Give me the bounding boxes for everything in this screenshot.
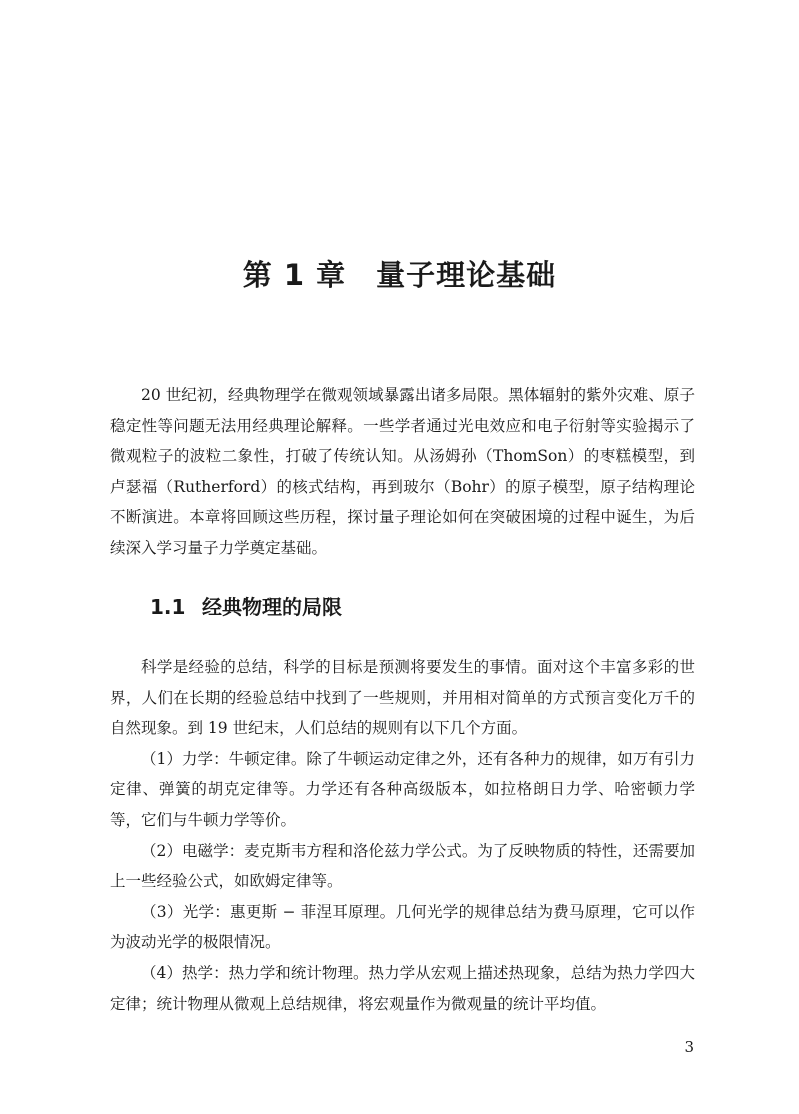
intro-paragraph: 20 世纪初，经典物理学在微观领域暴露出诸多局限。黑体辐射的紫外灾难、原子稳定性等问题无法用经典理论解释。一些学者通过光电效应和电子衍射等实验揭示了微观粒子的波粒二象性，打破了传统认知。从汤姆孙（ThomSon）的枣糕模型，到卢瑟福（Rutherford）的核式结构，再到玻尔（Bohr）的原子模型，原子结构理论不断演进。本章将回顾这些历程，探讨量子理论如何在突破困境的过程中诞生，为后续深入学习量子力学奠定基础。 [110,386,695,557]
section-body [110,652,695,1019]
section-title-text: 经典物理的局限 [202,595,342,619]
chapter-name: 量子理论基础 [376,258,557,292]
chapter-number: 第 1 章 [242,258,347,292]
section-heading [150,590,342,624]
body-paragraph: （2）电磁学：麦克斯韦方程和洛伦兹力学公式。为了反映物质的特性，还需要加上一些经验公式，如欧姆定律等。 [110,841,695,891]
page-number: 3 [684,1038,694,1056]
body-paragraph: 科学是经验的总结，科学的目标是预测将要发生的事情。面对这个丰富多彩的世界，人们在长期的经验总结中找到了一些规则，并用相对简单的方式预言变化万千的自然现象。到 19 世纪末，人们总结的规则有以下几个方面。 [110,658,695,738]
body-paragraph: （1）力学：牛顿定律。除了牛顿运动定律之外，还有各种力的规律，如万有引力定律、弹簧的胡克定律等。力学还有各种高级版本，如拉格朗日力学、哈密顿力学等，它们与牛顿力学等价。 [110,749,695,829]
body-paragraph: （3）光学：惠更斯 − 菲涅耳原理。几何光学的规律总结为费马原理，它可以作为波动光学的极限情况。 [110,902,695,952]
section-number: 1.1 [150,595,186,619]
body-paragraph: （4）热学：热力学和统计物理。热力学从宏观上描述热现象，总结为热力学四大定律；统计物理从微观上总结规律，将宏观量作为微观量的统计平均值。 [110,963,695,1013]
chapter-title [0,253,799,297]
